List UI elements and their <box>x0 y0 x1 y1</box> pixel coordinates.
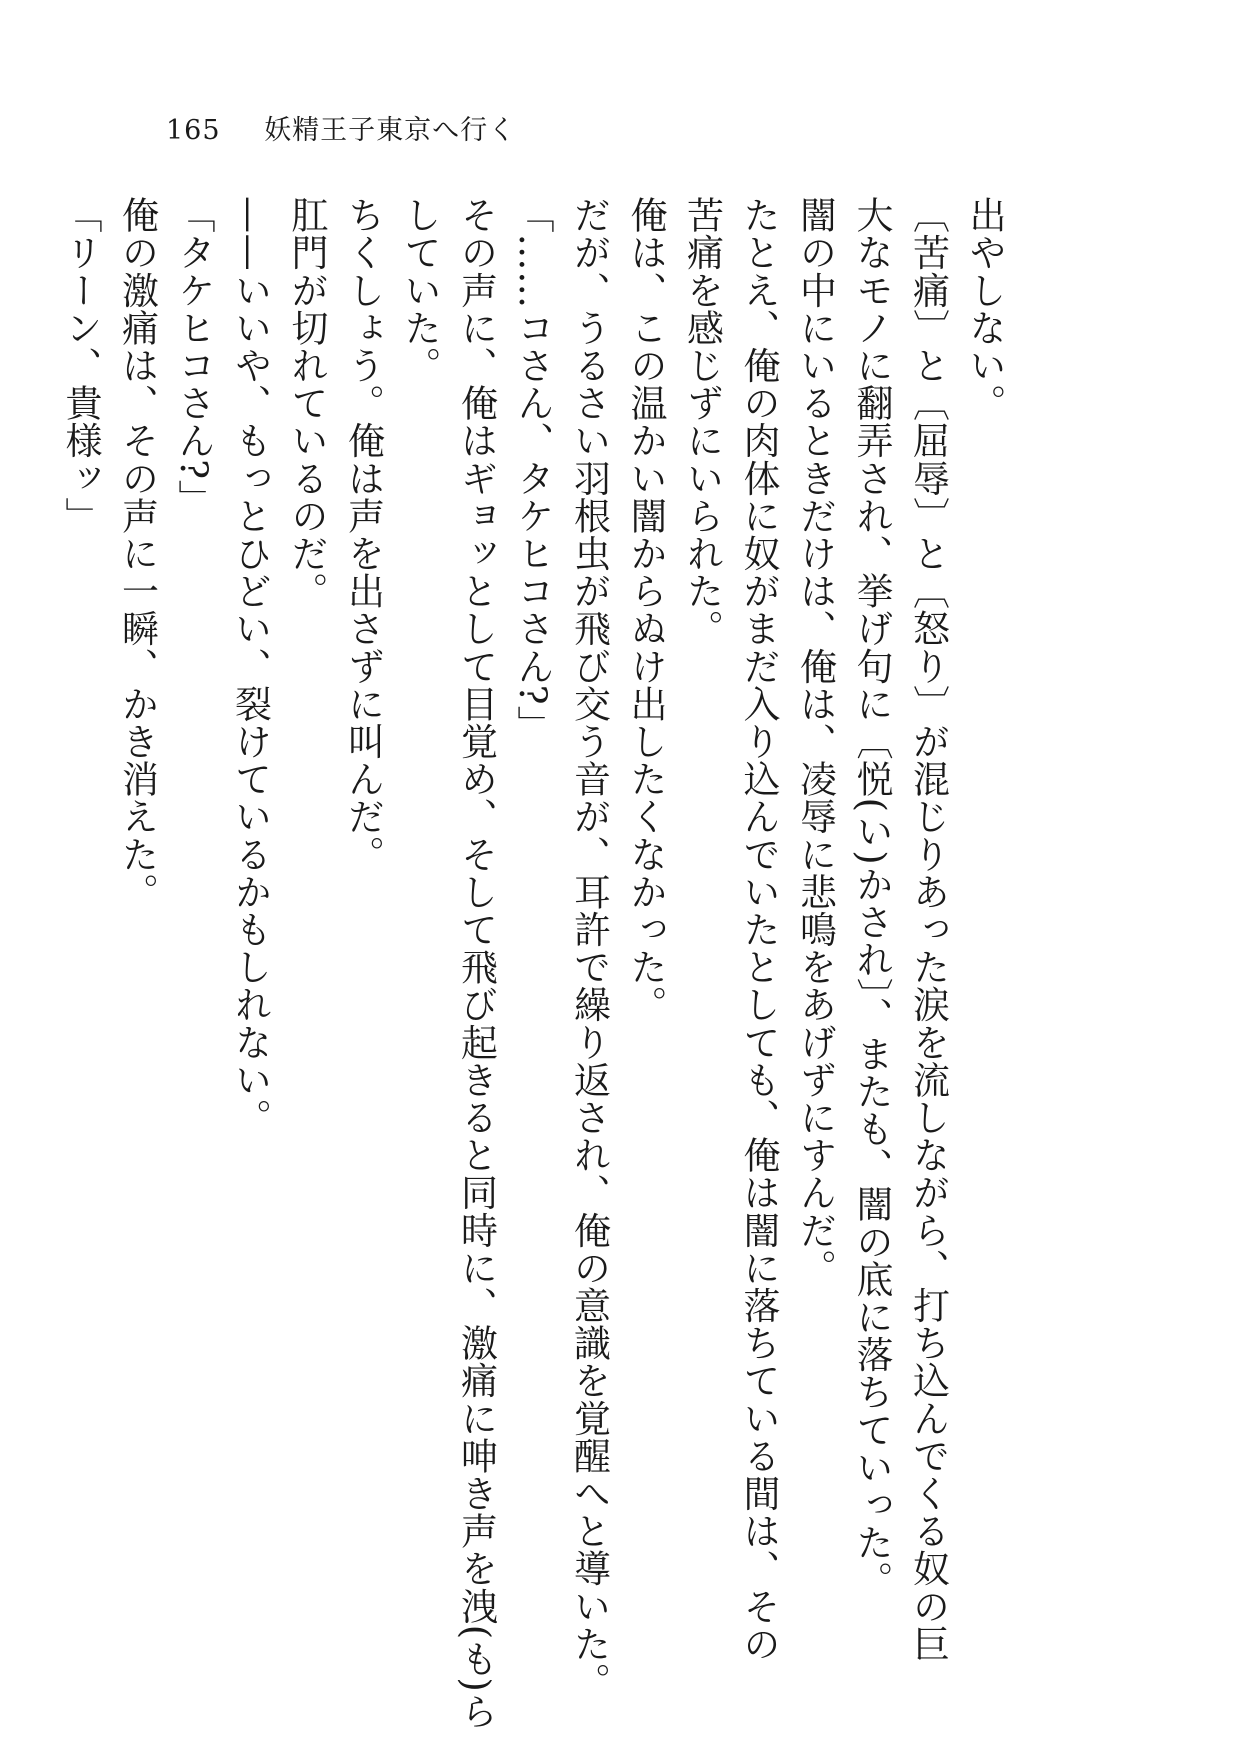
text-line: 俺は、この温かい闇からぬけ出したくなかった。 <box>624 196 667 1024</box>
text-line: 出やしない。 <box>963 196 1006 422</box>
text-line: たとえ、俺の肉体に奴がまだ入り込んでいたとしても、俺は闇に落ちている間は、その <box>737 196 780 1663</box>
text-line: 〔苦痛〕と〔屈辱〕と〔怒り〕が混じりあった涙を流しながら、打ち込んでくる奴の巨 <box>906 196 950 1663</box>
text-line: 苦痛を感じずにいられた。 <box>680 196 724 648</box>
text-line: だが、うるさい羽根虫が飛び交う音が、耳許で繰り返され、俺の意識を覚醒へと導いた。 <box>567 196 611 1700</box>
text-line: していた。 <box>398 196 441 384</box>
page-number: 165 <box>166 115 221 146</box>
book-title: 妖精王子東京へ行く <box>264 115 517 146</box>
body-text <box>59 196 1012 1736</box>
text-line: 闇の中にいるときだけは、俺は、凌辱に悲鳴をあげずにすんだ。 <box>793 196 837 1287</box>
running-head <box>166 108 516 147</box>
text-line: 「……コさん、タケヒコさん?」 <box>511 196 554 743</box>
text-line: ——いいや、もっとひどい、裂けているかもしれない。 <box>228 196 272 1136</box>
text-line: 「タケヒコさん?」 <box>172 196 215 518</box>
text-line: 「リーン、貴様ッ」 <box>59 196 102 535</box>
text-line: 大なモノに翻弄され、挙げ句に〔悦(い)かされ〕、またも、闇の底に落ちていった。 <box>850 196 893 1599</box>
text-line: その声に、俺はギョッとして目覚め、そして飛び起きると同時に、激痛に呻き声を洩(も)ら <box>454 196 498 1731</box>
text-line: 俺の激痛は、その声に一瞬、かき消えた。 <box>115 196 159 911</box>
text-line: 肛門が切れているのだ。 <box>285 196 328 610</box>
text-line: ちくしょう。俺は声を出さずに叫んだ。 <box>341 196 385 873</box>
